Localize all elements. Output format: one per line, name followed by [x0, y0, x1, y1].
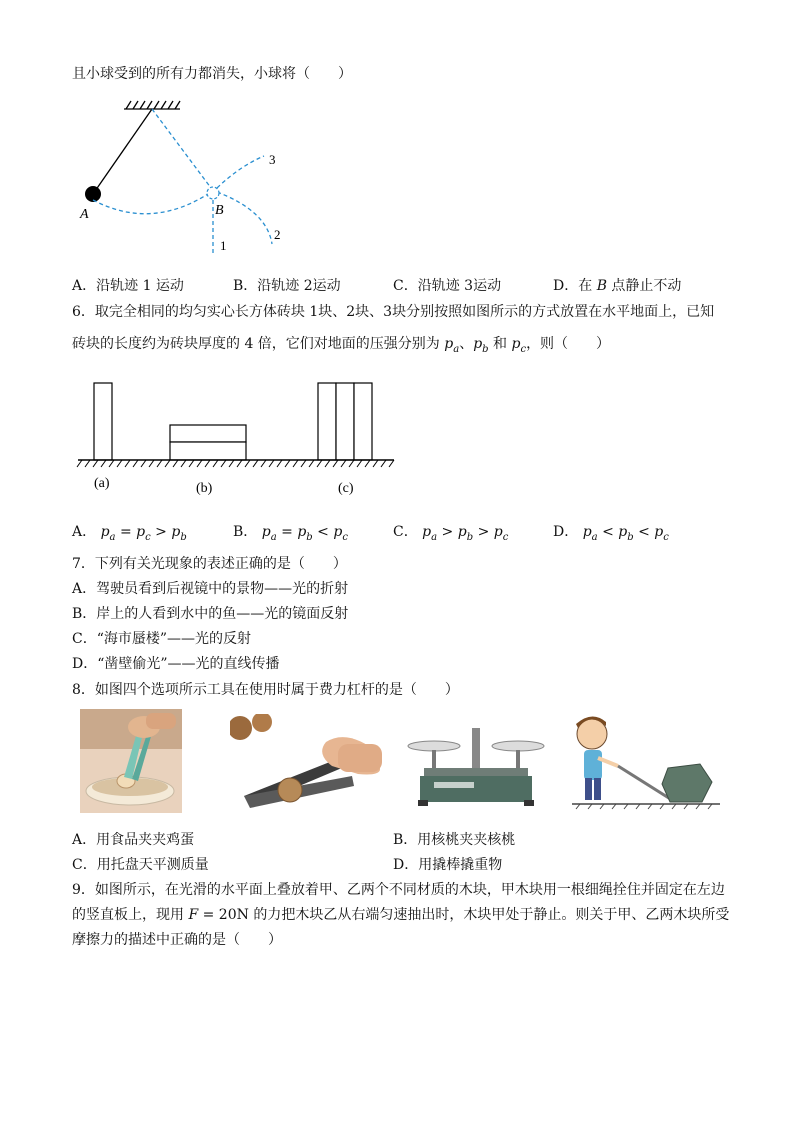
q8-option-a: A．用食品夹夹鸡蛋	[72, 832, 195, 848]
track-2	[217, 192, 272, 244]
q8-option-c: C．用托盘天平测质量	[72, 857, 209, 873]
ball-at-b	[207, 187, 219, 199]
q6-stem-line1: 6．取完全相同的均匀实心长方体砖块 1块、2块、3块分别按照如图所示的方式放置在水平地面上，已知	[72, 304, 715, 320]
q9-stem-line2: 的竖直板上，现用 F = 20N 的力把木块乙从右端匀速抽出时，木块甲处于静止。则关于甲、乙两木块所受	[72, 907, 730, 923]
q5-option-a: A．沿轨迹 1 运动	[72, 278, 184, 294]
label-3: 3	[269, 152, 276, 167]
q7-option-d: D．“凿壁偷光”——光的直线传播	[72, 656, 280, 672]
q5-option-b: B．沿轨迹 2运动	[233, 278, 341, 294]
label-b: B	[215, 203, 224, 218]
q9-stem-line3: 摩擦力的描述中正确的是（ ）	[72, 932, 282, 948]
label-brick-c: (c)	[338, 481, 354, 496]
label-2: 2	[274, 227, 281, 242]
photo-food-tongs-egg	[80, 709, 182, 813]
label-brick-b: (b)	[196, 481, 213, 496]
q7-option-b: B．岸上的人看到水中的鱼——光的镜面反射	[72, 606, 349, 622]
q6-option-d: D． $p_a < p_b < p_c$	[553, 524, 669, 543]
q6-option-b: B． $p_a = p_b < p_c$	[233, 524, 348, 543]
ball-at-a	[85, 186, 101, 202]
track-3	[217, 156, 264, 188]
ceiling-hatch	[124, 101, 180, 109]
q5-stem-tail: 且小球受到的所有力都消失，小球将（ ）	[72, 66, 352, 82]
brick-c-1	[318, 383, 336, 460]
brick-a	[94, 383, 112, 460]
brick-b-top	[170, 425, 246, 442]
string-at-b	[152, 109, 211, 188]
ground-hatch	[77, 460, 394, 467]
brick-b-bottom	[170, 442, 246, 460]
q7-stem: 7．下列有关光现象的表述正确的是（ ）	[72, 556, 347, 572]
label-a: A	[80, 207, 89, 222]
pendulum-string	[93, 109, 152, 194]
q5-pendulum-figure	[72, 96, 312, 266]
q7-option-c: C．“海市蜃楼”——光的反射	[72, 631, 252, 647]
q6-stem-line2: 砖块的长度约为砖块厚度的 4 倍，它们对地面的压强分别为 $p_a$、$p_b$ 和 $p_c$，则（ ）	[72, 336, 611, 355]
q8-option-b: B．用核桃夹夹核桃	[393, 832, 516, 848]
q8-option-d: D．用撬棒撬重物	[393, 857, 503, 873]
photo-balance-scale	[404, 720, 549, 808]
swing-arc	[93, 192, 211, 214]
q5-option-c: C．沿轨迹 3运动	[393, 278, 502, 294]
q5-option-d: D．在 B 点静止不动	[553, 278, 682, 294]
photo-crowbar-rock	[572, 712, 720, 812]
q7-option-a: A．驾驶员看到后视镜中的景物——光的折射	[72, 581, 349, 597]
brick-c-2	[336, 383, 354, 460]
q9-stem-line1: 9．如图所示，在光滑的水平面上叠放着甲、乙两个不同材质的木块，甲木块用一根细绳拴住并固定在左边	[72, 882, 725, 898]
q6-bricks-figure	[72, 376, 402, 506]
brick-c-3	[354, 383, 372, 460]
label-1: 1	[220, 238, 227, 253]
q8-stem: 8．如图四个选项所示工具在使用时属于费力杠杆的是（ ）	[72, 682, 459, 698]
label-brick-a: (a)	[94, 476, 110, 491]
photo-nutcracker	[230, 714, 382, 816]
q6-option-a: A． $p_a = p_c > p_b$	[72, 524, 187, 543]
q6-option-c: C． $p_a > p_b > p_c$	[393, 524, 509, 543]
